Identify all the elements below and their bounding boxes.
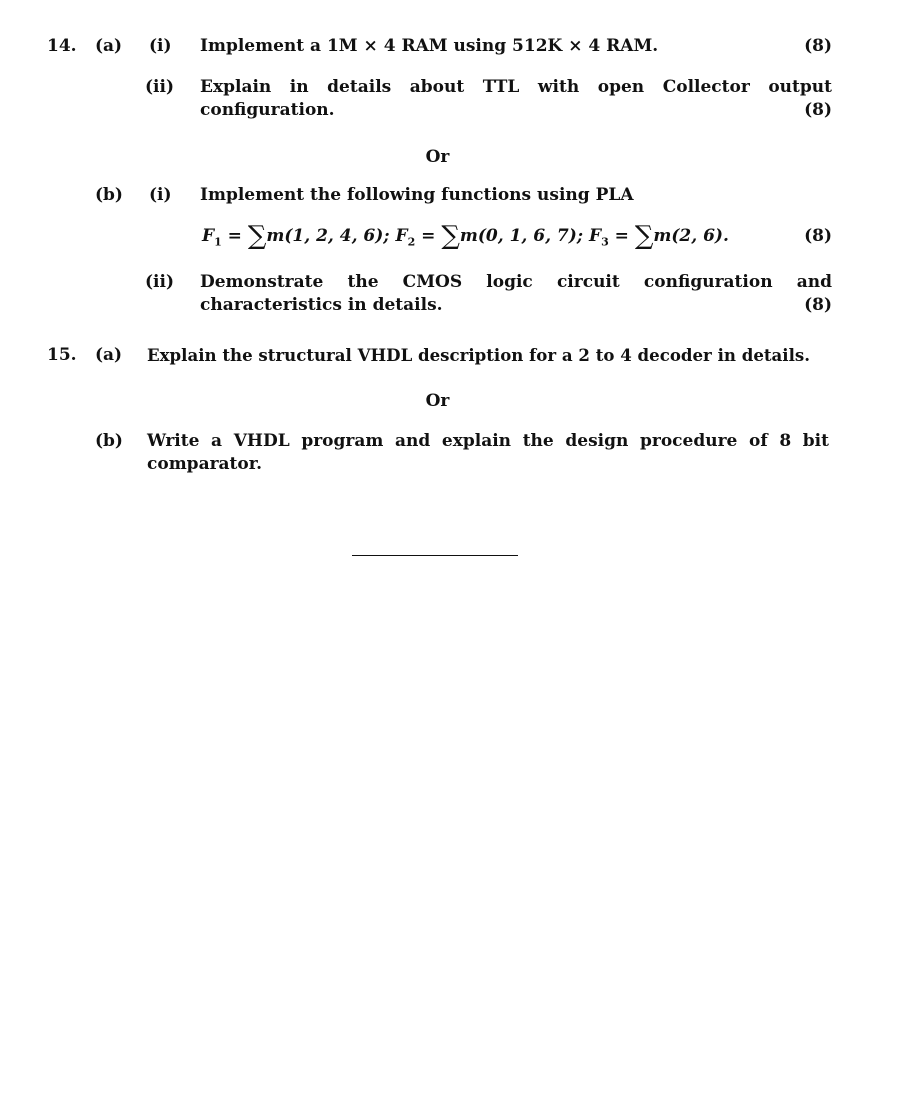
marks: (8) bbox=[804, 226, 832, 246]
marks: (8) bbox=[804, 100, 832, 120]
sigma-symbol: ∑ bbox=[247, 221, 267, 251]
sigma-symbol: ∑ bbox=[634, 221, 654, 251]
f1-sub: 1 bbox=[214, 235, 222, 249]
end-rule bbox=[352, 555, 518, 556]
or-separator: Or bbox=[425, 391, 450, 411]
f1-name: F bbox=[202, 226, 215, 246]
question-number: 15. bbox=[47, 345, 77, 365]
question-text: configuration. bbox=[200, 100, 335, 120]
f2-name: F bbox=[395, 226, 408, 246]
subpart-label: (ii) bbox=[145, 77, 175, 97]
f2-terms: m(0, 1, 6, 7); bbox=[459, 226, 584, 246]
pla-functions bbox=[202, 221, 729, 253]
part-label: (a) bbox=[95, 345, 123, 365]
subpart-label: (i) bbox=[149, 36, 172, 56]
part-label: (b) bbox=[95, 185, 123, 205]
question-text: Implement a 1M × 4 RAM using 512K × 4 RAM. bbox=[200, 36, 659, 56]
question-number: 14. bbox=[47, 36, 77, 56]
question-text: Implement the following functions using PLA bbox=[200, 185, 634, 205]
or-separator: Or bbox=[425, 147, 450, 167]
question-text: Explain in details about TTL with open Collector output bbox=[200, 77, 832, 97]
question-text: Write a VHDL program and explain the design procedure of 8 bit bbox=[147, 431, 829, 451]
marks: (8) bbox=[804, 295, 832, 315]
equals: = bbox=[421, 226, 436, 246]
part-label: (b) bbox=[95, 431, 123, 451]
subpart-label: (ii) bbox=[145, 272, 175, 292]
question-text: comparator. bbox=[147, 454, 263, 474]
f2-sub: 2 bbox=[407, 235, 416, 249]
f3-sub: 3 bbox=[601, 235, 609, 249]
f3-name: F bbox=[589, 226, 602, 246]
marks: (8) bbox=[804, 36, 832, 56]
sigma-symbol: ∑ bbox=[441, 221, 460, 251]
equals: = bbox=[614, 226, 629, 246]
question-text: characteristics in details. bbox=[200, 295, 443, 315]
part-label: (a) bbox=[95, 36, 123, 56]
question-text: Explain the structural VHDL description for a 2 to 4 decoder in details. bbox=[147, 345, 811, 365]
equals: = bbox=[227, 226, 242, 246]
f1-terms: m(1, 2, 4, 6); bbox=[266, 226, 390, 246]
f3-terms: m(2, 6). bbox=[653, 226, 729, 246]
subpart-label: (i) bbox=[149, 185, 172, 205]
question-text: Demonstrate the CMOS logic circuit configuration and bbox=[200, 272, 832, 292]
